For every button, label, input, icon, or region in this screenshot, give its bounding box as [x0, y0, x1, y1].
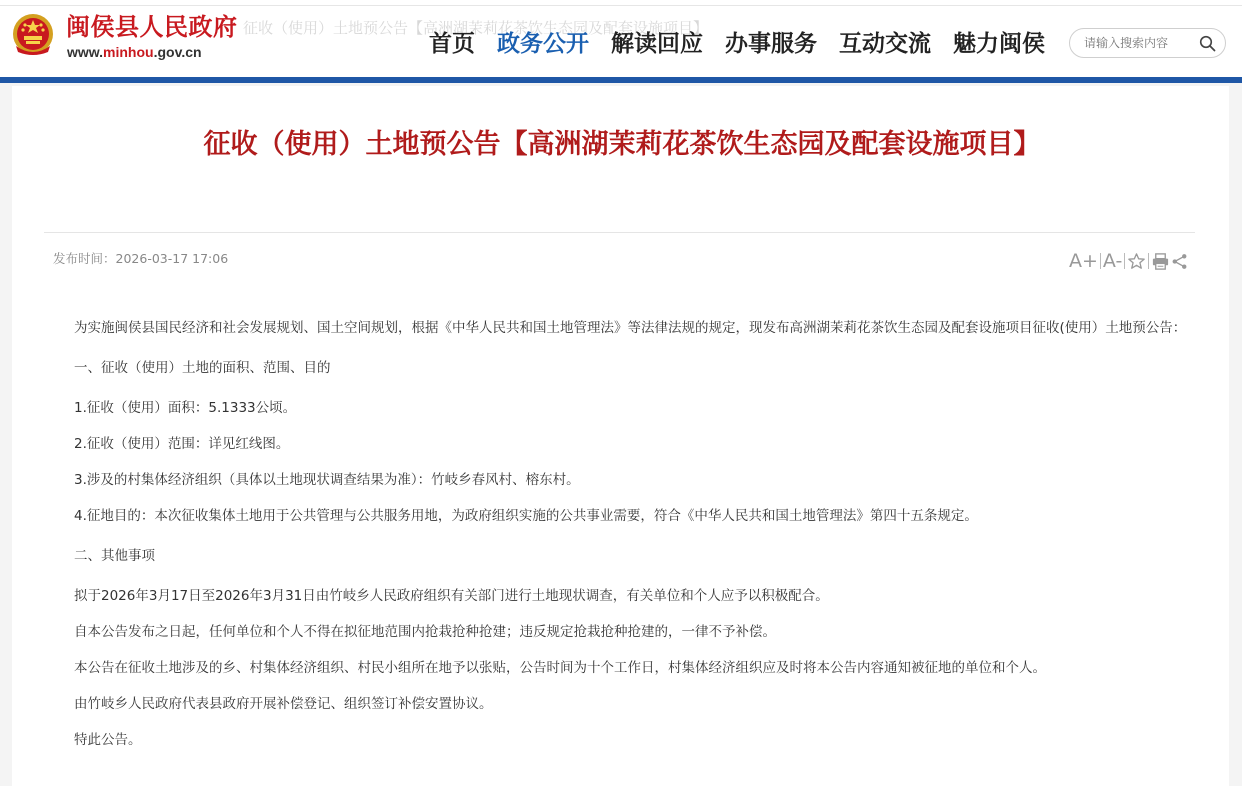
tool-separator [1124, 253, 1125, 269]
article-paragraph: 1.征收（使用）面积：5.1333公顷。 [74, 400, 297, 416]
publish-time-label: 发布时间： [53, 251, 116, 266]
article-paragraph: 特此公告。 [74, 732, 142, 748]
top-hairline [0, 5, 1242, 6]
search-icon[interactable] [1199, 35, 1216, 52]
printer-icon[interactable] [1151, 252, 1170, 271]
domain-prefix: www. [67, 44, 104, 60]
publish-time-value: 2026-03-17 17:06 [115, 251, 229, 266]
section-heading: 一、征收（使用）土地的面积、范围、目的 [74, 360, 331, 376]
tool-separator [1148, 253, 1149, 269]
national-emblem-icon[interactable] [10, 12, 56, 58]
site-name[interactable]: 闽侯县人民政府 [66, 12, 238, 41]
publish-time [53, 249, 228, 267]
section-heading: 二、其他事项 [74, 548, 155, 564]
article-body [53, 318, 1203, 751]
domain-suffix: .gov.cn [153, 44, 202, 60]
font-increase-button[interactable]: A+ [1069, 250, 1098, 272]
header-ghost-title: 征收（使用）土地预公告【高洲湖茉莉花茶饮生态园及配套设施项目】 [243, 19, 709, 37]
article-paragraph: 3.涉及的村集体经济组织（具体以土地现状调查结果为准）：竹岐乡春风村、榕东村。 [74, 472, 580, 488]
share-icon[interactable] [1170, 252, 1189, 271]
article-paragraph: 本公告在征收土地涉及的乡、村集体经济组织、村民小组所在地予以张贴，公告时间为十个工作日，村集体经济组织应及时将本公告内容通知被征地的单位和个人。 [74, 660, 1046, 676]
search-input[interactable] [1084, 33, 1194, 53]
nav-item-charm-minhou[interactable]: 魅力闽侯 [953, 31, 1045, 57]
article-container [12, 86, 1229, 786]
header-accent-bar [0, 77, 1242, 83]
site-domain [67, 43, 202, 61]
tool-separator [1100, 253, 1101, 269]
nav-item-services[interactable]: 办事服务 [725, 31, 817, 57]
main-nav [418, 28, 1056, 60]
star-icon[interactable] [1127, 252, 1146, 271]
nav-item-interpretation[interactable]: 解读回应 [611, 31, 703, 57]
title-divider [44, 232, 1195, 233]
article-paragraph: 由竹岐乡人民政府代表县政府开展补偿登记、组织签订补偿安置协议。 [74, 696, 493, 712]
article-paragraph: 2.征收（使用）范围：详见红线图。 [74, 436, 290, 452]
article-paragraph: 拟于2026年3月17日至2026年3月31日由竹岐乡人民政府组织有关部门进行土地现状调查，有关单位和个人应予以积极配合。 [74, 588, 829, 604]
article-title: 征收（使用）土地预公告【高洲湖茉莉花茶饮生态园及配套设施项目】 [203, 129, 1041, 160]
search-box [1069, 28, 1226, 58]
domain-name: minhou [103, 44, 154, 60]
article-tools [1069, 249, 1189, 273]
nav-item-government-affairs[interactable]: 政务公开 [497, 31, 589, 57]
article-paragraph: 4.征地目的：本次征收集体土地用于公共管理与公共服务用地，为政府组织实施的公共事业需要，符合《中华人民共和国土地管理法》第四十五条规定。 [74, 508, 978, 524]
article-paragraph: 自本公告发布之日起，任何单位和个人不得在拟征地范围内抢栽抢种抢建；违反规定抢栽抢种抢建的，一律不予补偿。 [74, 624, 776, 640]
article-paragraph: 为实施闽侯县国民经济和社会发展规划、国土空间规划，根据《中华人民共和国土地管理法》等法律法规的规定，现发布高洲湖茉莉花茶饮生态园及配套设施项目征收(使用）土地预公告： [74, 320, 1187, 336]
nav-item-home[interactable]: 首页 [429, 31, 475, 57]
site-header [0, 0, 1242, 77]
nav-item-interaction[interactable]: 互动交流 [839, 31, 931, 57]
font-decrease-button[interactable]: A- [1102, 250, 1123, 272]
